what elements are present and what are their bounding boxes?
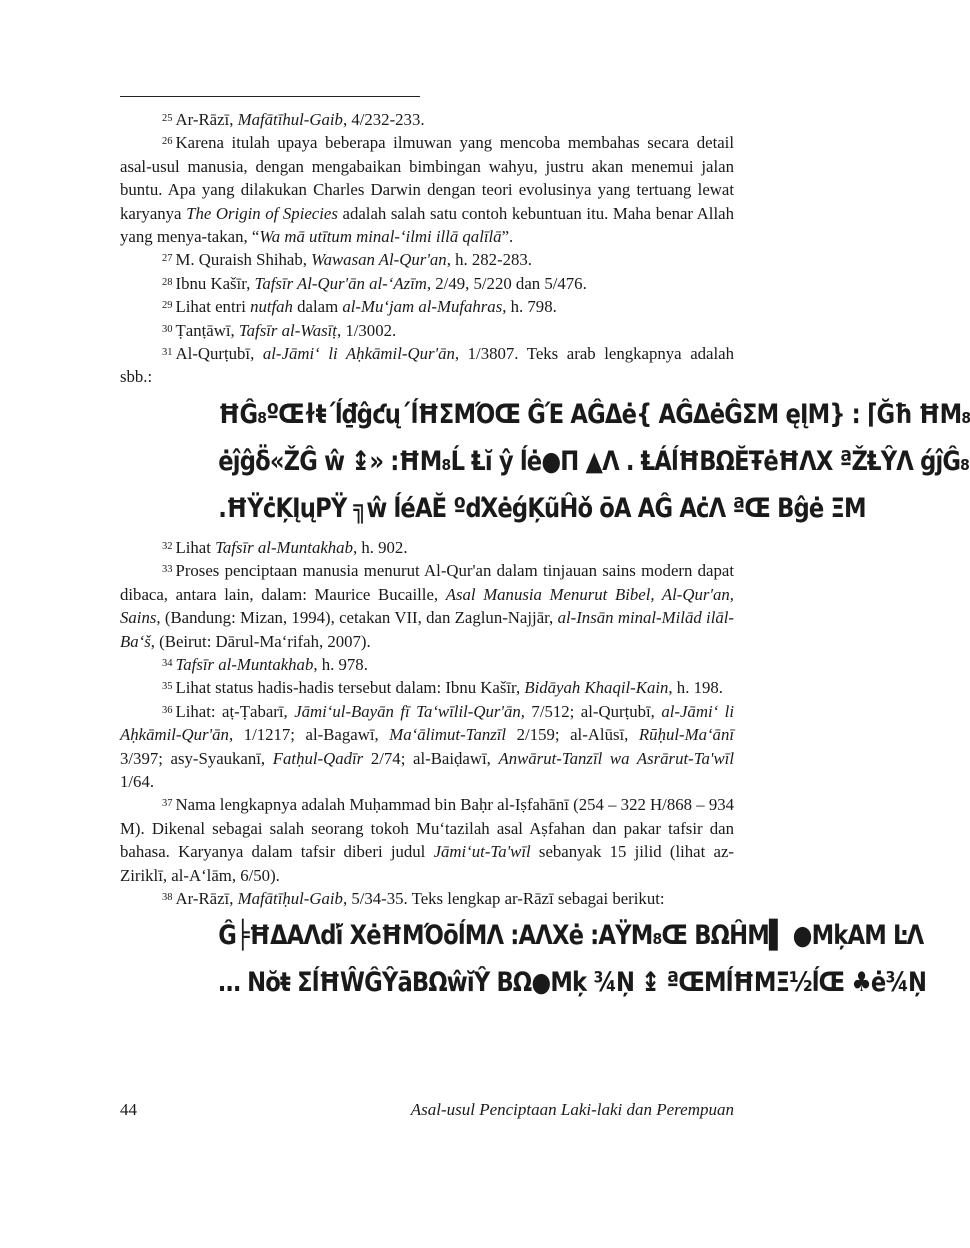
footnote-text: 1/64.	[120, 771, 155, 791]
footnote-text: , 1/3002.	[336, 320, 397, 340]
footnote-title-text: Tafsīr al-Muntakhab	[175, 654, 314, 674]
page-number: 44	[120, 1100, 137, 1119]
footnote-text: adalah salah satu contoh kebuntuan itu. Maha benar Allah yang menya-takan, “	[120, 203, 734, 247]
garbled-arabic-line: ĦĜ₈ºŒɫŧ΄ĺ₫ĝƈųˊĺĦΣΜΌŒ ĜΈ ΑĜΔė{ ΑĜΔėĜΣΜ ęĮΜ} : ⌈Ğħ ĦΜ₈	[218, 398, 970, 430]
footnote-text: M. Quraish Shihab,	[175, 250, 312, 270]
footnote-title-text: nutfah	[250, 297, 293, 317]
footnote-31	[120, 342, 734, 389]
footnote-text: , h. 798.	[502, 297, 557, 317]
footnote-25	[120, 108, 734, 131]
footnote-number: 30	[162, 323, 173, 335]
footnote-number: 37	[162, 798, 173, 810]
footnote-title-text: Mafātīḥul-Gaib	[237, 888, 343, 908]
footnote-title-text: Tafsīr Al-Qur'ān al-‘Azīm	[254, 273, 427, 293]
footnote-number: 38	[162, 891, 173, 903]
footnote-text: Lihat status hadis-hadis tersebut dalam: Ibnu Kašīr,	[175, 678, 525, 698]
footnote-number: 28	[162, 276, 173, 288]
footnote-title-text: al-Insān minal-Milād ilāl-Ba‘š	[120, 608, 735, 651]
footnote-title-text: Jāmi‘ut-Ta'wīl	[433, 842, 531, 862]
footnote-number: 27	[162, 253, 173, 265]
footnote-title-text: Asal Manusia Menurut Bibel, Al-Qur'an, Sains	[120, 584, 734, 628]
footnote-text: Al-Qurṭubī,	[175, 344, 263, 364]
footnote-number: 26	[162, 136, 173, 148]
footnote-title-text: Tafsīr al-Wasīṭ	[238, 320, 337, 340]
footnote-37	[120, 793, 734, 887]
footnote-text: , 1/1217; al-Bagawī,	[228, 725, 390, 745]
page-footer	[120, 1100, 734, 1124]
footnote-title-text: Anwārut-Tanzīl wa Asrārut-Ta'wīl	[498, 748, 734, 768]
footnote-title-text: Bidāyah Khaqil-Kain	[524, 678, 669, 698]
footnote-number: 32	[162, 540, 173, 552]
footnotes-section	[120, 108, 970, 1010]
footnote-number: 36	[162, 704, 173, 716]
garbled-arabic-text	[218, 391, 970, 532]
footnote-text: , 5/34-35. Teks lengkap ar-Rāzī sebagai berikut:	[342, 888, 665, 908]
footnote-34	[120, 653, 734, 676]
footnote-36	[120, 700, 734, 794]
footnote-33	[120, 559, 734, 653]
footnote-text: , h. 282-283.	[446, 250, 532, 270]
footnote-text: 7/512; al-Qurṭubī,	[524, 701, 662, 721]
footnote-text: Ar-Rāzī,	[175, 110, 238, 129]
footnote-title-text: al-Jāmi‘ li Aḥkāmil-Qur'ān	[120, 701, 734, 745]
footnote-text: Lihat entri	[175, 297, 251, 317]
footnote-text: , h. 198.	[668, 678, 723, 698]
running-title: Asal-usul Penciptaan Laki-laki dan Perempuan	[410, 1100, 734, 1119]
footnote-title-text: Wawasan Al-Qur'an	[311, 250, 447, 270]
footnote-text: , 1/3807. Teks arab lengkapnya adalah sbb.:	[120, 344, 734, 387]
footnote-number: 33	[162, 564, 173, 576]
footnote-38	[120, 887, 734, 910]
footnote-text: Nama lengkapnya adalah Muḥammad bin Baḥr al-Iṣfahānī (254 – 322 H/868 – 934 M). Dikenal sebagai salah seorang tokoh Mu‘tazilah asal Aṣfahan dan pakar tafsir dan bahasa. Karyanya dalam tafsir diberi judul	[120, 795, 734, 862]
footnote-text: , h. 902.	[352, 537, 408, 557]
footnote-number: 29	[162, 300, 173, 312]
footnote-separator	[120, 96, 420, 97]
footnote-29	[120, 295, 734, 318]
footnote-text: sebanyak 15 jilid (lihat az-Ziriklī, al-A‘lām, 6/50).	[120, 842, 734, 885]
footnote-text: Lihat: aṭ-Ṭabarī,	[175, 701, 295, 721]
footnote-35	[120, 676, 734, 699]
footnote-text: dalam	[292, 297, 343, 317]
footnote-27	[120, 248, 734, 271]
footnote-title-text: Tafsīr al-Muntakhab	[215, 537, 353, 557]
footnote-text: , (Bandung: Mizan, 1994), cetakan VII, dan Zaglun-Najjār,	[156, 608, 558, 628]
footnote-text: , (Beirut: Dārul-Ma‘rifah, 2007).	[150, 631, 371, 651]
footnote-text: Lihat	[175, 537, 216, 557]
footnote-26	[120, 131, 734, 248]
footnote-title-text: Jāmi‘ul-Bayān fī Ta‘wīlil-Qur'ān,	[294, 701, 525, 721]
footnote-text: 2/159; al-Alūsī,	[506, 725, 639, 745]
footnote-text: Karena itulah upaya beberapa ilmuwan yang mencoba membahas secara detail asal-usul manusia, dengan mengabaikan bimbingan wahyu, justru akan menemui jalan buntu. Apa yang dilakukan Charles Darwin dengan teori evolusinya yang tertuang lewat karyanya	[120, 133, 734, 223]
footnote-number: 31	[162, 347, 173, 359]
footnote-title-text: al-Jāmi‘ li Aḥkāmil-Qur'ān	[262, 344, 455, 364]
footnote-number: 25	[162, 113, 173, 124]
garbled-arabic-line: ėĵĝδ̈«ŽĜ ŵ ↨» :ĦΜ₈Ĺ Ⱡĭ ŷ ĺė●Π ▲Λ . ⱠÁĺĦΒΩĔŦėĦΛΧ ªŽⱠŶΛ ǵĵĜ₈	[218, 445, 970, 477]
footnote-text: Ṭanṭāwī,	[175, 320, 239, 340]
footnote-text: , 4/232-233.	[342, 110, 425, 129]
garbled-arabic-line: … Νŏŧ ΣĺĦŴĜŶāΒΩŵĭŶ ΒΩ●Μķ ¾Ņ ↨ ªŒΜĺĦΜΞ½ĺŒ ♣ė¾Ņ	[218, 967, 927, 999]
footnote-title-text: Rūḥul-Ma‘ānī	[638, 725, 734, 745]
footnote-text: , h. 978.	[313, 654, 368, 674]
footnote-28	[120, 272, 734, 295]
footnote-title-text: Fatḥul-Qadīr	[272, 748, 364, 768]
footnote-title-text: al-Mu‘jam al-Mufahras	[342, 297, 503, 317]
footnote-text: Ar-Rāzī,	[175, 888, 238, 908]
footnote-title-text: Wa mā utītum minal-‘ilmi illā qalīlā	[259, 227, 502, 247]
footnote-32	[120, 536, 734, 559]
garbled-arabic-line: .ĦŸċĶĮųΡŸ ╗ŵ ĺéΑĔ ºďΧėǵĶũĤǒ ōΑ ΑĜ ΑċΛ ªŒ Βĝė ΞΜ	[218, 492, 866, 524]
footnote-title-text: Mafātīhul-Gaib	[237, 110, 343, 129]
footnote-number: 34	[162, 657, 173, 669]
footnote-text: , 2/49, 5/220 dan 5/476.	[426, 273, 587, 293]
footnote-text: ”.	[501, 227, 514, 247]
garbled-arabic-text	[218, 912, 927, 1006]
footnote-number: 35	[162, 681, 173, 693]
footnote-text: 3/397; asy-Syaukanī,	[120, 748, 273, 768]
footnote-text: Proses penciptaan manusia menurut Al-Qur'an dalam tinjauan sains modern dapat dibaca, antara lain, dalam: Maurice Bucaille,	[120, 561, 734, 604]
footnote-title-text: The Origin of Spiecies	[186, 203, 338, 223]
footnote-30	[120, 319, 734, 342]
garbled-arabic-line: Ĝ╞ĦΔΑΛďĭ ΧėĦΜΌōĺΜΛ :ΑΛΧė :ΑŸΜ₈Œ ΒΩĤΜ▌ ●ΜķΑΜ ĿΛ	[218, 920, 924, 952]
footnote-title-text: Ma‘ālimut-Tanzīl	[389, 725, 507, 745]
footnote-text: 2/74; al-Baiḍawī,	[363, 748, 499, 768]
footnote-text: Ibnu Kašīr,	[175, 273, 255, 293]
